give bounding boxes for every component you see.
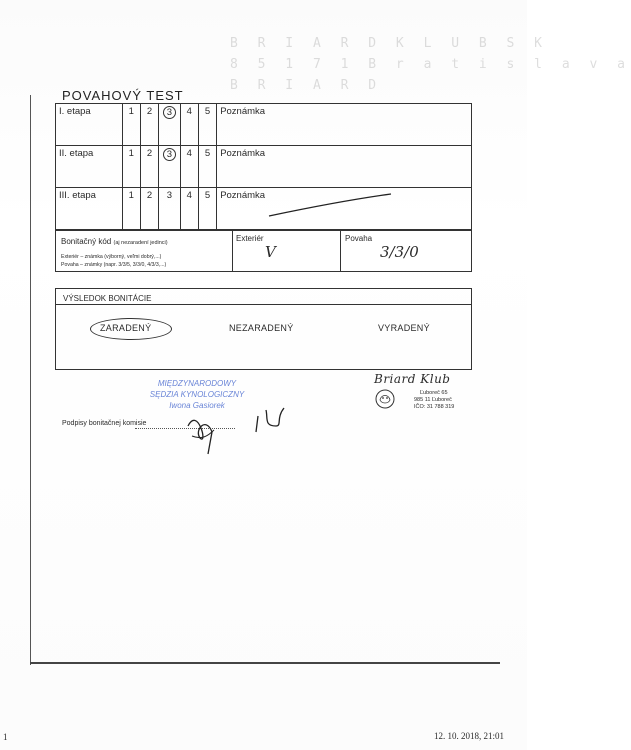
- signature-label: Podpisy bonitačnej komisie: [62, 420, 147, 427]
- score-cell: [159, 188, 180, 230]
- score-cell: [140, 188, 158, 230]
- left-border-line: [30, 95, 31, 665]
- vysledok-bonitacie-box: [55, 288, 472, 370]
- bonitacny-kod-label: Bonitačný kód: [61, 237, 112, 246]
- etapa-label: II. etapa: [56, 146, 123, 188]
- club-name: Briard Klub: [374, 372, 451, 386]
- table-row: [56, 146, 472, 188]
- stamp-line-3: Iwona Gasiorek: [169, 401, 225, 410]
- score-cell: [198, 104, 216, 146]
- faint-header-line-2: 8 5 1 7 1 B r a t i s l a v a: [230, 57, 631, 72]
- bonitacny-kod-title: [61, 237, 168, 246]
- score-value: 2: [146, 106, 153, 117]
- povaha-value: 3/3/0: [380, 243, 419, 261]
- etapa-label: III. etapa: [56, 188, 123, 230]
- score-cell: [180, 104, 198, 146]
- bottom-border-line: [30, 662, 500, 664]
- povahovy-test-title: POVAHOVÝ TEST: [62, 88, 184, 103]
- note-cell: [217, 188, 472, 230]
- footer-page-mark: 1: [3, 732, 8, 742]
- club-ico: IČO: 31 788 319: [414, 404, 455, 410]
- exterier-hint: Exteriér – známka (výborný, veľmi dobrý,...): [61, 254, 162, 260]
- score-value: 1: [128, 148, 134, 159]
- table-row: [56, 104, 472, 146]
- bonitacny-kod-box: [55, 230, 472, 272]
- povahovy-test-table: [55, 103, 472, 230]
- note-label: Poznámka: [220, 190, 266, 201]
- score-value: 5: [204, 106, 211, 117]
- faint-header-line-3: B R I A R D: [230, 78, 383, 93]
- divider: [340, 231, 341, 271]
- score-cell: [198, 188, 216, 230]
- score-cell: [122, 146, 140, 188]
- score-cell: [198, 146, 216, 188]
- handwritten-signatures: [178, 396, 318, 456]
- faint-header-line-1: B R I A R D K L U B S K: [230, 36, 549, 51]
- note-strikethrough-stroke: [267, 192, 397, 220]
- result-option-vyradeny: VYRADENÝ: [378, 323, 430, 333]
- score-cell: [159, 104, 180, 146]
- divider: [232, 231, 233, 271]
- score-cell: [180, 188, 198, 230]
- note-cell: Poznámka: [217, 104, 472, 146]
- etapa-label: I. etapa: [56, 104, 123, 146]
- exterier-value: V: [265, 243, 276, 261]
- faint-header: [230, 36, 631, 106]
- table-row: [56, 188, 472, 230]
- score-value: 1: [128, 106, 134, 117]
- score-value: 1: [128, 190, 134, 201]
- selected-score-circle: 3: [163, 148, 176, 161]
- score-cell: [159, 146, 180, 188]
- divider: [56, 304, 471, 305]
- score-value: 2: [146, 190, 153, 201]
- vysledok-title: VÝSLEDOK BONITÁCIE: [63, 294, 152, 303]
- score-value: 4: [186, 106, 192, 117]
- exterier-label: Exteriér: [236, 234, 264, 243]
- stamp-line-1: MIĘDZYNARODOWY: [157, 379, 237, 388]
- score-value: 3: [166, 190, 173, 201]
- score-cell: [140, 146, 158, 188]
- score-value: 5: [204, 148, 211, 159]
- result-option-nezaradeny: NEZARADENÝ: [229, 323, 294, 333]
- club-address-line-2: 985 11 Ľuboreč: [414, 397, 452, 403]
- stamp-line-2: SĘDZIA KYNOLOGICZNY: [149, 390, 245, 399]
- bonitacny-kod-subnote: (aj nezaradení jedinci): [113, 240, 168, 246]
- score-cell: [122, 188, 140, 230]
- club-address-line-1: Ľuboreč 65: [420, 390, 448, 396]
- score-cell: [140, 104, 158, 146]
- povaha-hint: Povaha – známky (napr. 3/3/5, 3/3/0, 4/3/3,...): [61, 262, 167, 268]
- score-value: 2: [146, 148, 153, 159]
- score-value: 5: [204, 190, 211, 201]
- score-cell: [180, 146, 198, 188]
- dog-emblem-icon: [374, 388, 396, 410]
- note-cell: Poznámka: [217, 146, 472, 188]
- footer-timestamp: 12. 10. 2018, 21:01: [434, 731, 505, 741]
- selected-score-circle: 3: [163, 106, 176, 119]
- score-value: 4: [186, 148, 192, 159]
- povaha-label: Povaha: [345, 234, 373, 243]
- score-value: 4: [186, 190, 192, 201]
- result-option-zaradeny: ZARADENÝ: [100, 323, 152, 333]
- score-cell: [122, 104, 140, 146]
